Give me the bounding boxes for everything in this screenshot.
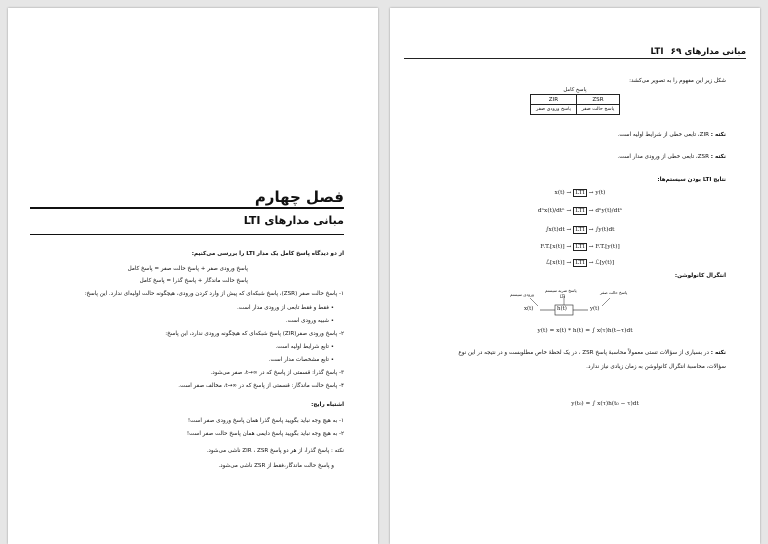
result-box: LTI: [575, 190, 585, 196]
result-in: dⁿx(t)/dtⁿ: [537, 208, 565, 214]
header-title: مبانی مدارهای LTI: [650, 47, 746, 57]
left-line-1: پاسخ ورودی صفر + پاسخ حالت صفر = پاسخ کامل: [127, 266, 248, 272]
right-intro: شکل زیر این مفهوم را به تصویر می‌کشد:: [629, 78, 726, 84]
chapter-title-rule: [30, 207, 344, 209]
note3-line-1: [458, 350, 726, 357]
mistake-2: ۲- به هیچ وجه نباید بگویید پاسخ دایمی همان پاسخ حالت صفر است!: [186, 431, 344, 437]
running-header: [404, 44, 746, 59]
left-line-9: ۳- پاسخ گذرا: قسمتی از پاسخ که در ∞→t، صفر می‌شود.: [210, 370, 344, 376]
left-page: [8, 8, 378, 544]
result-out: F.T.[y(t)]: [595, 244, 620, 250]
result-out: dⁿy(t)/dtⁿ: [595, 208, 623, 214]
note3-text-1: در بسیاری از سؤالات تستی معمولاً محاسبهٔ پاسخ ZSR ، در یک لحظهٔ خاص مطلوبست و در نتیجه در این نوع: [458, 350, 709, 356]
table-cell-zsr: ZSR: [576, 95, 619, 105]
table-cell-zir-label: پاسخ ورودی صفر: [531, 105, 577, 115]
impulse-label: پاسخ ضربه سیستم: [545, 288, 577, 293]
left-line-3: ۱- پاسخ حالت صفر (ZSR)، پاسخ شبکه‌ای که پیش از وارد کردن ورودی، هیچگونه حالت اولیه‌ای ندارد. این پاسخ:: [84, 291, 344, 297]
result-row-4: F.T.[x(t)] → LTI → F.T.[y(t)]: [540, 244, 620, 250]
note-zir: [618, 132, 726, 139]
results-heading: نتایج LTI بودن سیستم‌ها:: [657, 177, 726, 183]
table-cell-zir: ZIR: [531, 95, 577, 105]
result-row-1: x(t) → LTI → y(t): [554, 190, 606, 196]
convolution-heading: انتگرال کانولوشن:: [674, 273, 726, 279]
result-box: LTI: [575, 227, 585, 233]
note-zsr: [617, 154, 726, 161]
response-table: [530, 94, 620, 115]
left-line-10: ۴- پاسخ حالت ماندگار: قسمتی از پاسخ که در ∞→t، مخالف صفر است.: [178, 383, 344, 389]
note-zsr-text: ZSR، تابعی خطی از ورودی مدار است.: [617, 154, 709, 160]
conv-in: x(t): [524, 306, 534, 312]
result-out: y(t): [595, 190, 606, 196]
note3-line-2: سؤالات، محاسبهٔ انتگرال کانولوشن به زمان زیادی نیاز ندارد.: [586, 364, 726, 370]
table-cell-zsr-label: پاسخ حالت صفر: [576, 105, 619, 115]
page-number: ۶۹: [670, 47, 682, 57]
conv-out: y(t): [590, 306, 600, 312]
result-box: LTI: [575, 208, 585, 214]
result-row-3: ∫x(t)dt → LTI → ∫y(t)dt: [545, 227, 615, 233]
left-line-8: • تابع مشخصات مدار است.: [268, 357, 334, 363]
left-line-2: پاسخ حالت ماندگار + پاسخ گذرا = پاسخ کامل: [139, 278, 248, 284]
result-out: ℒ[y(t)]: [595, 260, 615, 266]
chapter-subtitle-rule: [30, 234, 344, 235]
chapter-subtitle: مبانی مدارهای LTI: [243, 214, 344, 227]
result-in: ℒ[x(t)]: [545, 260, 565, 266]
convolution-formula: y(t) = x(t) * h(t) = ∫ x(τ)h(t−τ)dt: [537, 328, 633, 334]
left-intro: از دو دیدگاه پاسخ کامل یک مدار LTI را بررسی می‌کنیم:: [191, 251, 344, 257]
left-note-cont: و پاسخ حالت ماندگار،فقط از ZSR ناشی می‌شود.: [218, 463, 334, 469]
result-box: LTI: [575, 244, 585, 250]
chapter-title: فصل چهارم: [254, 188, 344, 206]
result-row-5: ℒ[x(t)] → LTI → ℒ[y(t)]: [545, 260, 615, 266]
result-box: LTI: [575, 260, 585, 266]
left-note: نکته : پاسخ گذرا، از هر دو پاسخ ZIR ، ZSR ناشی می‌شود.: [206, 448, 344, 454]
result-in: ∫x(t)dt: [545, 227, 565, 233]
left-line-6: ۲- پاسخ ورودی صفر(ZIR) پاسخ شبکه‌ای که هیچگونه ورودی ندارد، این پاسخ:: [165, 331, 344, 337]
input-label: ورودی سیستم: [510, 292, 534, 297]
mistake-1: ۱- به هیچ وجه نباید بگویید پاسخ گذرا همان پاسخ ورودی صفر است!: [187, 418, 344, 424]
note-zir-label: نکته :: [710, 132, 726, 138]
result-in: F.T.[x(t)]: [540, 244, 565, 250]
note-zsr-label: نکته :: [710, 154, 726, 160]
table-caption: پاسخ کامل: [563, 87, 587, 93]
mistake-heading: اشتباه رایج:: [311, 402, 344, 408]
left-line-5: • شبیه ورودی است.: [285, 318, 334, 324]
left-line-4: • فقط و فقط تابعی از ورودی مدار است.: [237, 305, 334, 311]
result-out: ∫y(t)dt: [595, 227, 615, 233]
left-line-7: • تابع شرایط اولیه است.: [275, 344, 334, 350]
convolution-diagram: [510, 288, 640, 323]
lti-label: LTI: [560, 294, 566, 299]
result-in: x(t): [554, 190, 565, 196]
note-zir-text: ZIR، تابعی خطی از شرایط اولیه است.: [617, 132, 709, 138]
result-row-2: dⁿx(t)/dtⁿ → LTI → dⁿy(t)/dtⁿ: [537, 208, 623, 214]
final-formula: y(t₀) = ∫ x(τ)h(t₀ − τ)dt: [571, 401, 639, 407]
running-header-title: [651, 47, 746, 57]
conv-block: h(t): [557, 306, 567, 312]
note3-label: نکته :: [710, 350, 726, 356]
output-label: پاسخ حالت صفر: [600, 290, 628, 295]
right-page: [390, 8, 760, 544]
